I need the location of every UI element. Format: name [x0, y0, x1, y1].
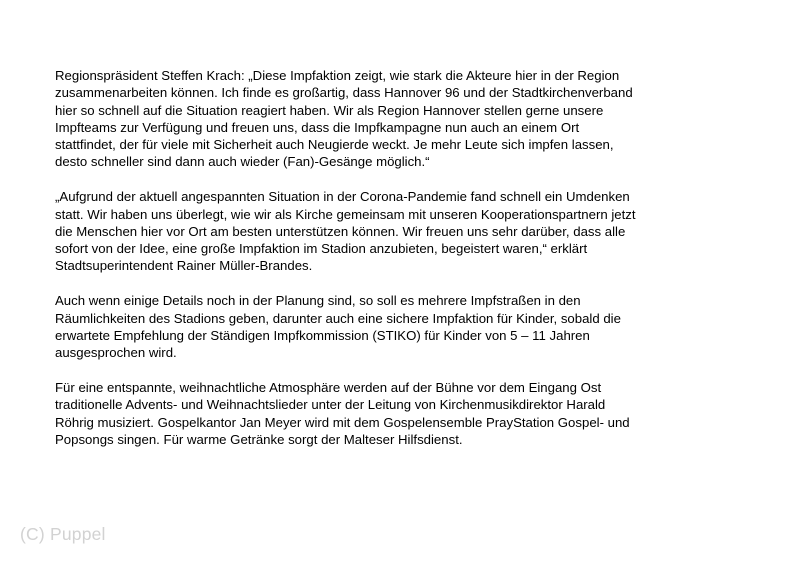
- text-line: Impfteams zur Verfügung und freuen uns, dass die Impfkampagne nun auch an einem Ort: [55, 119, 580, 135]
- text-line: Popsongs singen. Für warme Getränke sorgt der Malteser Hilfsdienst.: [55, 431, 463, 447]
- paragraph-krach-quote: [55, 67, 735, 171]
- text-line: statt. Wir haben uns überlegt, wie wir als Kirche gemeinsam mit unseren Kooperationspartnern jetzt: [55, 206, 636, 222]
- text-line: die Menschen hier vor Ort am besten unterstützen können. Wir freuen uns sehr darüber, dass alle: [55, 223, 626, 239]
- text-line: traditionelle Advents- und Weihnachtslieder unter der Leitung von Kirchenmusikdirektor Harald: [55, 397, 606, 413]
- text-line: Regionspräsident Steffen Krach: „Diese Impfaktion zeigt, wie stark die Akteure hier in der Region: [55, 68, 620, 83]
- text-line: Für eine entspannte, weihnachtliche Atmosphäre werden auf der Bühne vor dem Eingang Ost: [55, 379, 602, 395]
- text-line: Röhrig musiziert. Gospelkantor Jan Meyer wird mit dem Gospelensemble PrayStation Gospel- und: [55, 414, 630, 430]
- text-line: Auch wenn einige Details noch in der Planung sind, so soll es mehrere Impfstraßen in den: [55, 293, 581, 309]
- text-line: stattfindet, der für viele mit Sicherheit auch Neugierde weckt. Je mehr Leute sich impfen lassen,: [55, 137, 614, 153]
- copyright-watermark: (C) Puppel: [20, 524, 106, 544]
- text-line: desto schneller sind dann auch wieder (Fan)-Gesänge möglich.“: [55, 154, 430, 170]
- paragraph-atmosphaere: [55, 379, 735, 448]
- paragraph-impfstrassen: [55, 292, 735, 361]
- text-line: erwartete Empfehlung der Ständigen Impfkommission (STIKO) für Kinder von 5 – 11 Jahren: [55, 327, 590, 343]
- text-line: „Aufgrund der aktuell angespannten Situation in der Corona-Pandemie fand schnell ein Umdenken: [55, 189, 630, 205]
- text-line: ausgesprochen wird.: [55, 345, 177, 361]
- paragraph-mueller-brandes-quote: [55, 188, 735, 274]
- text-line: hier so schnell auf die Situation reagiert haben. Wir als Region Hannover stellen gerne unsere: [55, 102, 604, 118]
- text-line: sofort von der Idee, eine große Impfaktion im Stadion anzubieten, begeistert waren,“ erklärt: [55, 241, 588, 257]
- text-line: zusammenarbeiten können. Ich finde es großartig, dass Hannover 96 und der Stadtkirchenverband: [55, 85, 633, 101]
- text-line: Stadtsuperintendent Rainer Müller-Brandes.: [55, 258, 313, 274]
- text-line: Räumlichkeiten des Stadions geben, darunter auch eine sichere Impfaktion für Kinder, sobald die: [55, 310, 621, 326]
- document-body: [55, 67, 735, 466]
